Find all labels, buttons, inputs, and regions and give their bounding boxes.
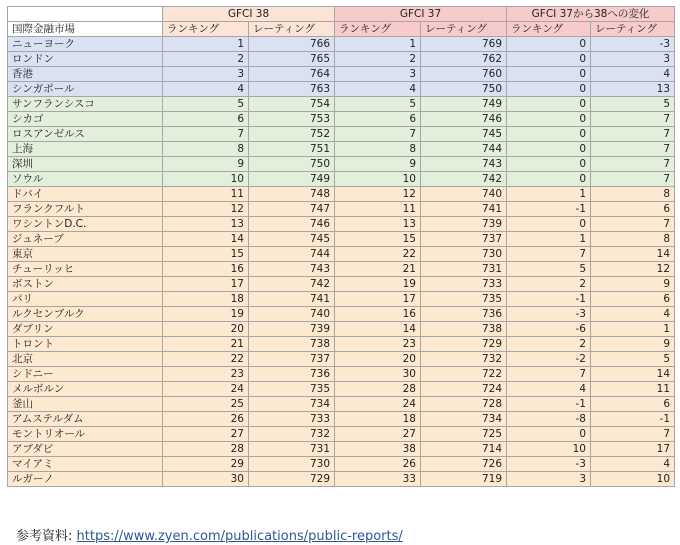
gfci38-rating-cell: 744 xyxy=(249,247,335,262)
table-row xyxy=(8,97,675,112)
gfci38-rating-cell: 740 xyxy=(249,307,335,322)
change-rating-cell: 4 xyxy=(591,67,675,82)
table-row xyxy=(8,232,675,247)
gfci37-rating-cell: 726 xyxy=(421,457,507,472)
market-name-cell: 上海 xyxy=(8,142,163,157)
change-rating-cell: 12 xyxy=(591,262,675,277)
table-row xyxy=(8,382,675,397)
change-rank-cell: 0 xyxy=(507,97,591,112)
gfci37-rating-cell: 743 xyxy=(421,157,507,172)
gfci37-rating-cell: 730 xyxy=(421,247,507,262)
gfci37-rank-cell: 2 xyxy=(335,52,421,67)
change-rating-cell: 6 xyxy=(591,397,675,412)
gfci37-rank-cell: 22 xyxy=(335,247,421,262)
gfci37-rating-cell: 769 xyxy=(421,37,507,52)
gfci38-rank-cell: 1 xyxy=(163,37,249,52)
gfci38-rank-cell: 29 xyxy=(163,457,249,472)
gfci38-rank-cell: 6 xyxy=(163,112,249,127)
gfci37-rating-cell: 739 xyxy=(421,217,507,232)
gfci37-rank-cell: 14 xyxy=(335,322,421,337)
change-rating-cell: 9 xyxy=(591,337,675,352)
gfci37-rating-cell: 735 xyxy=(421,292,507,307)
change-rank-cell: 2 xyxy=(507,277,591,292)
gfci37-rating-cell: 732 xyxy=(421,352,507,367)
market-name-cell: ルクセンブルク xyxy=(8,307,163,322)
gfci38-rating-cell: 729 xyxy=(249,472,335,487)
gfci38-rank-cell: 22 xyxy=(163,352,249,367)
change-rating-cell: 1 xyxy=(591,322,675,337)
change-rank-cell: 0 xyxy=(507,142,591,157)
gfci38-rank-cell: 16 xyxy=(163,262,249,277)
gfci37-rank-cell: 15 xyxy=(335,232,421,247)
gfci-ranking-table xyxy=(7,6,675,487)
gfci38-rank-cell: 11 xyxy=(163,187,249,202)
gfci37-rank-cell: 18 xyxy=(335,412,421,427)
gfci38-rank-cell: 20 xyxy=(163,322,249,337)
gfci38-rank-cell: 13 xyxy=(163,217,249,232)
change-rating-cell: 7 xyxy=(591,172,675,187)
gfci37-rating-header: レーティング xyxy=(421,22,507,37)
market-name-cell: 釜山 xyxy=(8,397,163,412)
gfci37-rating-cell: 724 xyxy=(421,382,507,397)
gfci38-rank-cell: 19 xyxy=(163,307,249,322)
gfci37-rank-cell: 30 xyxy=(335,367,421,382)
gfci37-rank-cell: 10 xyxy=(335,172,421,187)
gfci37-rating-cell: 722 xyxy=(421,367,507,382)
market-name-cell: サンフランシスコ xyxy=(8,97,163,112)
change-rating-cell: 4 xyxy=(591,457,675,472)
gfci38-rank-cell: 24 xyxy=(163,382,249,397)
gfci38-rank-cell: 23 xyxy=(163,367,249,382)
market-name-cell: トロント xyxy=(8,337,163,352)
table-row xyxy=(8,187,675,202)
gfci37-rating-cell: 744 xyxy=(421,142,507,157)
change-rank-cell: 5 xyxy=(507,262,591,277)
change-rank-cell: 0 xyxy=(507,112,591,127)
gfci38-rating-cell: 765 xyxy=(249,52,335,67)
change-rank-cell: 0 xyxy=(507,52,591,67)
gfci38-rating-cell: 742 xyxy=(249,277,335,292)
table-body xyxy=(8,37,675,487)
gfci38-rating-cell: 764 xyxy=(249,67,335,82)
gfci38-rank-cell: 2 xyxy=(163,52,249,67)
change-rating-cell: -3 xyxy=(591,37,675,52)
gfci38-rating-cell: 739 xyxy=(249,322,335,337)
gfci38-rank-cell: 28 xyxy=(163,442,249,457)
gfci38-rating-cell: 743 xyxy=(249,262,335,277)
table-row xyxy=(8,52,675,67)
market-name-cell: 香港 xyxy=(8,67,163,82)
gfci37-rank-cell: 4 xyxy=(335,82,421,97)
gfci38-rank-cell: 12 xyxy=(163,202,249,217)
change-rank-cell: -8 xyxy=(507,412,591,427)
table-row xyxy=(8,367,675,382)
market-name-cell: ボストン xyxy=(8,277,163,292)
gfci37-rating-cell: 714 xyxy=(421,442,507,457)
table-row xyxy=(8,142,675,157)
table-row xyxy=(8,82,675,97)
gfci38-rating-cell: 746 xyxy=(249,217,335,232)
gfci38-rating-cell: 753 xyxy=(249,112,335,127)
gfci38-rating-cell: 754 xyxy=(249,97,335,112)
market-name-cell: アブダビ xyxy=(8,442,163,457)
table-row xyxy=(8,352,675,367)
table-row xyxy=(8,217,675,232)
change-rank-header: ランキング xyxy=(507,22,591,37)
gfci37-rating-cell: 740 xyxy=(421,187,507,202)
market-name-cell: メルボルン xyxy=(8,382,163,397)
change-rating-cell: 3 xyxy=(591,52,675,67)
gfci37-rating-cell: 750 xyxy=(421,82,507,97)
market-header: 国際金融市場 xyxy=(8,22,163,37)
change-rating-cell: 7 xyxy=(591,157,675,172)
table-row xyxy=(8,337,675,352)
gfci37-rating-cell: 737 xyxy=(421,232,507,247)
gfci38-rank-cell: 5 xyxy=(163,97,249,112)
gfci37-rating-cell: 749 xyxy=(421,97,507,112)
change-rating-cell: 8 xyxy=(591,232,675,247)
gfci37-rating-cell: 741 xyxy=(421,202,507,217)
change-rank-cell: -3 xyxy=(507,307,591,322)
change-rank-cell: 7 xyxy=(507,367,591,382)
change-header: GFCI 37から38への変化 xyxy=(507,7,675,22)
gfci37-rank-cell: 13 xyxy=(335,217,421,232)
gfci37-rank-cell: 16 xyxy=(335,307,421,322)
table-row xyxy=(8,307,675,322)
gfci37-rank-cell: 21 xyxy=(335,262,421,277)
change-rating-cell: 6 xyxy=(591,292,675,307)
change-rank-cell: 0 xyxy=(507,127,591,142)
market-name-cell: ロスアンゼルス xyxy=(8,127,163,142)
change-rank-cell: -1 xyxy=(507,292,591,307)
gfci38-rank-cell: 27 xyxy=(163,427,249,442)
change-rating-cell: 7 xyxy=(591,127,675,142)
gfci38-rating-cell: 738 xyxy=(249,337,335,352)
gfci38-rating-cell: 745 xyxy=(249,232,335,247)
gfci38-rank-cell: 10 xyxy=(163,172,249,187)
gfci38-rank-cell: 3 xyxy=(163,67,249,82)
gfci38-rating-cell: 749 xyxy=(249,172,335,187)
market-name-cell: ジュネーブ xyxy=(8,232,163,247)
change-rank-cell: 0 xyxy=(507,67,591,82)
gfci38-rank-cell: 30 xyxy=(163,472,249,487)
gfci38-rating-cell: 763 xyxy=(249,82,335,97)
change-rank-cell: 0 xyxy=(507,157,591,172)
gfci38-rank-cell: 21 xyxy=(163,337,249,352)
change-rating-cell: 14 xyxy=(591,247,675,262)
gfci37-rating-cell: 736 xyxy=(421,307,507,322)
gfci38-header: GFCI 38 xyxy=(163,7,335,22)
change-rating-cell: -1 xyxy=(591,412,675,427)
market-name-cell: ダブリン xyxy=(8,322,163,337)
gfci37-rank-cell: 28 xyxy=(335,382,421,397)
market-name-cell: アムステルダム xyxy=(8,412,163,427)
gfci37-rank-cell: 24 xyxy=(335,397,421,412)
group-header-row xyxy=(8,7,675,22)
gfci37-rank-cell: 19 xyxy=(335,277,421,292)
gfci38-rating-header: レーティング xyxy=(249,22,335,37)
change-rating-cell: 7 xyxy=(591,427,675,442)
gfci37-rank-cell: 11 xyxy=(335,202,421,217)
change-rank-cell: 0 xyxy=(507,427,591,442)
gfci38-rank-header: ランキング xyxy=(163,22,249,37)
change-rank-cell: 1 xyxy=(507,187,591,202)
table-row xyxy=(8,442,675,457)
table-row xyxy=(8,67,675,82)
change-rank-cell: 4 xyxy=(507,382,591,397)
gfci38-rank-cell: 9 xyxy=(163,157,249,172)
gfci38-rating-cell: 734 xyxy=(249,397,335,412)
change-rating-cell: 11 xyxy=(591,382,675,397)
market-name-cell: ルガーノ xyxy=(8,472,163,487)
change-rank-cell: -1 xyxy=(507,202,591,217)
gfci37-rank-cell: 27 xyxy=(335,427,421,442)
change-rank-cell: 0 xyxy=(507,217,591,232)
table-row xyxy=(8,157,675,172)
gfci37-rank-cell: 3 xyxy=(335,67,421,82)
change-rating-cell: 9 xyxy=(591,277,675,292)
gfci37-rating-cell: 728 xyxy=(421,397,507,412)
market-name-cell: フランクフルト xyxy=(8,202,163,217)
market-name-cell: チューリッヒ xyxy=(8,262,163,277)
change-rating-cell: 6 xyxy=(591,202,675,217)
gfci37-rank-cell: 23 xyxy=(335,337,421,352)
gfci37-rank-cell: 5 xyxy=(335,97,421,112)
gfci37-rating-cell: 760 xyxy=(421,67,507,82)
gfci38-rating-cell: 766 xyxy=(249,37,335,52)
gfci38-rating-cell: 747 xyxy=(249,202,335,217)
gfci38-rank-cell: 15 xyxy=(163,247,249,262)
change-rating-cell: 14 xyxy=(591,367,675,382)
gfci37-rank-header: ランキング xyxy=(335,22,421,37)
gfci37-rating-cell: 742 xyxy=(421,172,507,187)
gfci37-rank-cell: 38 xyxy=(335,442,421,457)
market-name-cell: ニューヨーク xyxy=(8,37,163,52)
gfci38-rating-cell: 735 xyxy=(249,382,335,397)
market-name-cell: マイアミ xyxy=(8,457,163,472)
market-name-cell: ワシントンD.C. xyxy=(8,217,163,232)
gfci38-rank-cell: 18 xyxy=(163,292,249,307)
gfci37-rating-cell: 734 xyxy=(421,412,507,427)
change-rating-cell: 13 xyxy=(591,82,675,97)
gfci38-rating-cell: 732 xyxy=(249,427,335,442)
gfci38-rank-cell: 17 xyxy=(163,277,249,292)
gfci37-rating-cell: 725 xyxy=(421,427,507,442)
gfci37-rank-cell: 9 xyxy=(335,157,421,172)
gfci38-rating-cell: 741 xyxy=(249,292,335,307)
change-rank-cell: 7 xyxy=(507,247,591,262)
change-rating-cell: 7 xyxy=(591,112,675,127)
gfci38-rank-cell: 26 xyxy=(163,412,249,427)
gfci38-rating-cell: 752 xyxy=(249,127,335,142)
gfci37-rating-cell: 731 xyxy=(421,262,507,277)
change-rank-cell: 2 xyxy=(507,337,591,352)
market-name-cell: ソウル xyxy=(8,172,163,187)
gfci37-header: GFCI 37 xyxy=(335,7,507,22)
gfci38-rating-cell: 736 xyxy=(249,367,335,382)
sub-header-row xyxy=(8,22,675,37)
table-row xyxy=(8,127,675,142)
change-rank-cell: -1 xyxy=(507,397,591,412)
market-name-cell: ロンドン xyxy=(8,52,163,67)
change-rank-cell: 0 xyxy=(507,37,591,52)
market-name-cell: 深圳 xyxy=(8,157,163,172)
gfci38-rank-cell: 7 xyxy=(163,127,249,142)
gfci37-rating-cell: 719 xyxy=(421,472,507,487)
change-rank-cell: -6 xyxy=(507,322,591,337)
gfci38-rating-cell: 737 xyxy=(249,352,335,367)
table-row xyxy=(8,172,675,187)
market-name-cell: シンガポール xyxy=(8,82,163,97)
source-link[interactable]: https://www.zyen.com/publications/public-reports/ xyxy=(76,529,403,544)
change-rank-cell: 3 xyxy=(507,472,591,487)
gfci37-rating-cell: 738 xyxy=(421,322,507,337)
change-rating-cell: 4 xyxy=(591,307,675,322)
gfci38-rank-cell: 4 xyxy=(163,82,249,97)
market-header-top xyxy=(8,7,163,22)
gfci37-rank-cell: 6 xyxy=(335,112,421,127)
table-row xyxy=(8,37,675,52)
table-row xyxy=(8,322,675,337)
table-row xyxy=(8,202,675,217)
table-row xyxy=(8,247,675,262)
table-row xyxy=(8,397,675,412)
gfci37-rating-cell: 745 xyxy=(421,127,507,142)
table-row xyxy=(8,427,675,442)
gfci37-rating-cell: 729 xyxy=(421,337,507,352)
change-rating-cell: 5 xyxy=(591,352,675,367)
market-name-cell: 北京 xyxy=(8,352,163,367)
gfci37-rank-cell: 33 xyxy=(335,472,421,487)
gfci37-rank-cell: 26 xyxy=(335,457,421,472)
change-rating-cell: 7 xyxy=(591,142,675,157)
gfci37-rank-cell: 20 xyxy=(335,352,421,367)
change-rating-cell: 17 xyxy=(591,442,675,457)
table-row xyxy=(8,262,675,277)
market-name-cell: 東京 xyxy=(8,247,163,262)
gfci37-rating-cell: 762 xyxy=(421,52,507,67)
table-row xyxy=(8,472,675,487)
change-rating-cell: 5 xyxy=(591,97,675,112)
gfci38-rank-cell: 8 xyxy=(163,142,249,157)
change-rank-cell: 0 xyxy=(507,172,591,187)
change-rank-cell: 0 xyxy=(507,82,591,97)
gfci38-rating-cell: 748 xyxy=(249,187,335,202)
gfci37-rank-cell: 8 xyxy=(335,142,421,157)
change-rating-header: レーティング xyxy=(591,22,675,37)
table-row xyxy=(8,412,675,427)
table-row xyxy=(8,112,675,127)
source-label: 参考資料: xyxy=(16,529,77,544)
gfci38-rating-cell: 750 xyxy=(249,157,335,172)
gfci37-rank-cell: 1 xyxy=(335,37,421,52)
market-name-cell: モントリオール xyxy=(8,427,163,442)
gfci38-rating-cell: 733 xyxy=(249,412,335,427)
change-rank-cell: -3 xyxy=(507,457,591,472)
gfci38-rating-cell: 751 xyxy=(249,142,335,157)
gfci37-rating-cell: 746 xyxy=(421,112,507,127)
table-row xyxy=(8,292,675,307)
gfci38-rating-cell: 730 xyxy=(249,457,335,472)
gfci38-rank-cell: 25 xyxy=(163,397,249,412)
gfci37-rating-cell: 733 xyxy=(421,277,507,292)
change-rating-cell: 8 xyxy=(591,187,675,202)
market-name-cell: シドニー xyxy=(8,367,163,382)
gfci38-rank-cell: 14 xyxy=(163,232,249,247)
gfci37-rank-cell: 7 xyxy=(335,127,421,142)
market-name-cell: ドバイ xyxy=(8,187,163,202)
table-row xyxy=(8,457,675,472)
source-note xyxy=(16,525,403,544)
change-rating-cell: 7 xyxy=(591,217,675,232)
table-row xyxy=(8,277,675,292)
change-rank-cell: -2 xyxy=(507,352,591,367)
gfci37-rank-cell: 17 xyxy=(335,292,421,307)
market-name-cell: パリ xyxy=(8,292,163,307)
change-rating-cell: 10 xyxy=(591,472,675,487)
market-name-cell: シカゴ xyxy=(8,112,163,127)
gfci38-rating-cell: 731 xyxy=(249,442,335,457)
gfci37-rank-cell: 12 xyxy=(335,187,421,202)
change-rank-cell: 10 xyxy=(507,442,591,457)
change-rank-cell: 1 xyxy=(507,232,591,247)
